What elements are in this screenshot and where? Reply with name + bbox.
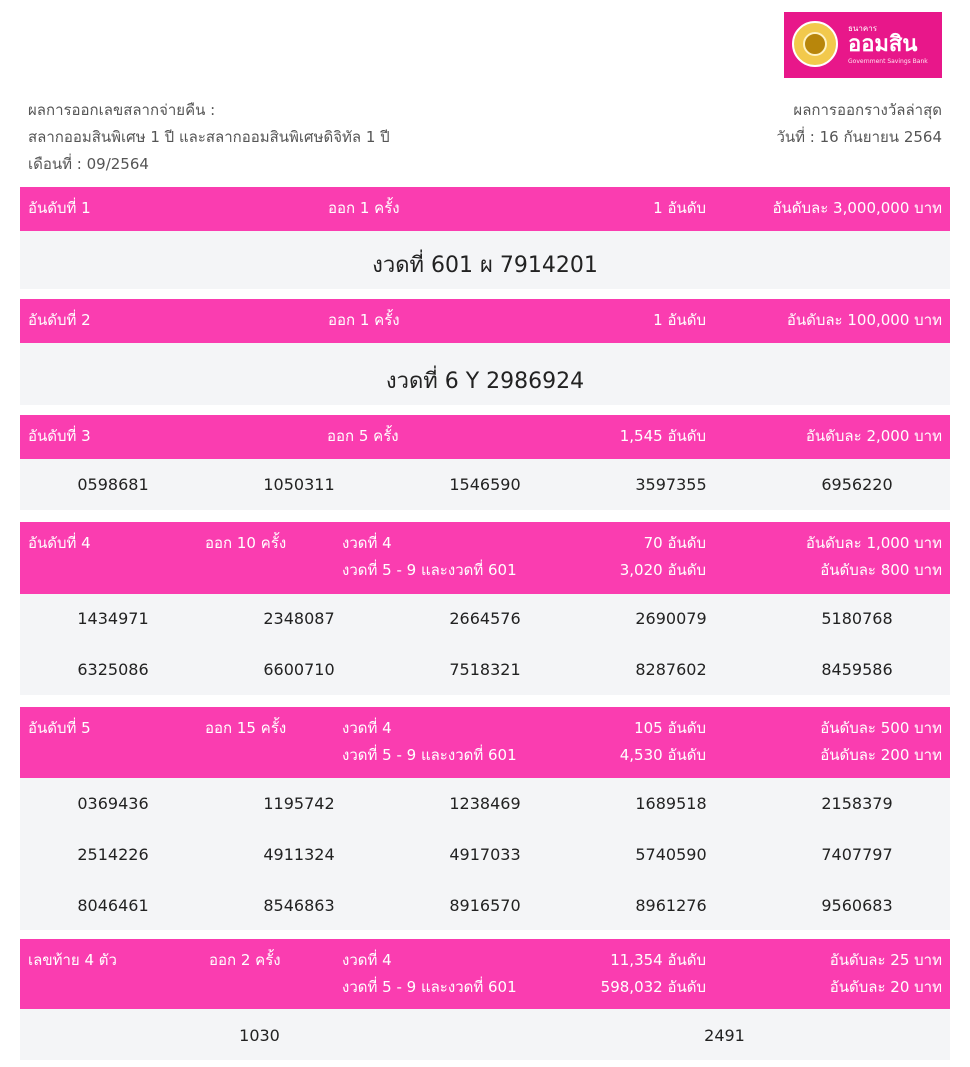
prize4-header	[20, 522, 950, 594]
prize3-count: 1,545 อันดับ	[619, 427, 706, 445]
prize4-number: 2348087	[263, 609, 335, 628]
result-info	[28, 97, 390, 178]
prize5-period1: งวดที่ 4	[342, 719, 392, 737]
prize5-amount2: อันดับละ 200 บาท	[820, 746, 942, 764]
last4-amount2: อันดับละ 20 บาท	[829, 978, 942, 996]
prize3-number: 0598681	[77, 475, 149, 494]
prize4-number: 6600710	[263, 660, 335, 679]
logo-name: ออมสิน	[848, 32, 918, 57]
prize5-number: 9560683	[821, 896, 893, 915]
prize4-count2: 3,020 อันดับ	[619, 561, 706, 579]
result-product: สลากออมสินพิเศษ 1 ปี และสลากออมสินพิเศษดิจิทัล 1 ปี	[28, 128, 390, 146]
logo-small-text: ธนาคาร	[848, 24, 877, 33]
last4-number: 1030	[239, 1026, 280, 1045]
prize1-header	[20, 187, 950, 231]
prize1-count: 1 อันดับ	[653, 199, 706, 217]
last4-period2: งวดที่ 5 - 9 และงวดที่ 601	[342, 978, 517, 996]
prize2-draws: ออก 1 ครั้ง	[328, 311, 400, 329]
prize5-rank: อันดับที่ 5	[28, 719, 91, 737]
prize3-amount: อันดับละ 2,000 บาท	[805, 427, 942, 445]
prize5-number: 8961276	[635, 896, 707, 915]
prize2-amount: อันดับละ 100,000 บาท	[786, 311, 942, 329]
last4-header	[20, 939, 950, 1009]
prize5-amount1: อันดับละ 500 บาท	[820, 719, 942, 737]
prize1-amount: อันดับละ 3,000,000 บาท	[772, 199, 942, 217]
prize5-number: 4917033	[449, 845, 521, 864]
last4-rank: เลขท้าย 4 ตัว	[28, 951, 117, 969]
prize5-count2: 4,530 อันดับ	[619, 746, 706, 764]
last4-amount1: อันดับละ 25 บาท	[829, 951, 942, 969]
prize4-amount2: อันดับละ 800 บาท	[820, 561, 942, 579]
prize3-draws: ออก 5 ครั้ง	[327, 427, 399, 445]
logo-english: Government Savings Bank	[848, 58, 928, 65]
bank-seal-icon	[792, 21, 838, 67]
last4-number: 2491	[704, 1026, 745, 1045]
result-month: เดือนที่ : 09/2564	[28, 155, 149, 173]
result-title: ผลการออกเลขสลากจ่ายคืน :	[28, 101, 216, 119]
prize5-number: 0369436	[77, 794, 149, 813]
prize4-draws: ออก 10 ครั้ง	[205, 534, 287, 552]
prize4-period1: งวดที่ 4	[342, 534, 392, 552]
prize4-number: 7518321	[449, 660, 521, 679]
prize1-number: งวดที่ 601 ผ 7914201	[372, 253, 598, 278]
prize3-header	[20, 415, 950, 459]
prize5-count1: 105 อันดับ	[634, 719, 706, 737]
prize5-draws: ออก 15 ครั้ง	[205, 719, 287, 737]
prize2-count: 1 อันดับ	[653, 311, 706, 329]
prize3-number: 1546590	[449, 475, 521, 494]
prize3-number: 3597355	[635, 475, 707, 494]
prize4-period2: งวดที่ 5 - 9 และงวดที่ 601	[342, 561, 517, 579]
prize5-number: 2158379	[821, 794, 893, 813]
prize4-number: 2664576	[449, 609, 521, 628]
prize5-number: 8546863	[263, 896, 335, 915]
prize5-number: 2514226	[77, 845, 149, 864]
prize5-number: 1689518	[635, 794, 707, 813]
last4-panel	[20, 1009, 950, 1060]
last4-period1: งวดที่ 4	[342, 951, 392, 969]
prize2-header	[20, 299, 950, 343]
prize3-panel	[20, 459, 950, 510]
last4-draws: ออก 2 ครั้ง	[209, 951, 281, 969]
gsb-logo[interactable]	[784, 12, 942, 78]
prize3-rank: อันดับที่ 3	[28, 427, 91, 445]
prize5-number: 8916570	[449, 896, 521, 915]
prize4-panel	[20, 594, 950, 695]
prize4-rank: อันดับที่ 4	[28, 534, 91, 552]
prize2-rank: อันดับที่ 2	[28, 311, 91, 329]
prize5-number: 7407797	[821, 845, 893, 864]
prize4-number: 2690079	[635, 609, 707, 628]
latest-draw-title: ผลการออกรางวัลล่าสุด	[793, 101, 942, 119]
prize5-number: 8046461	[77, 896, 149, 915]
prize4-count1: 70 อันดับ	[643, 534, 706, 552]
prize4-number: 6325086	[77, 660, 149, 679]
prize1-rank: อันดับที่ 1	[28, 199, 91, 217]
prize4-number: 1434971	[77, 609, 149, 628]
prize2-panel	[20, 343, 950, 405]
latest-draw-info	[776, 97, 942, 151]
prize5-number: 1195742	[263, 794, 335, 813]
prize1-panel	[20, 231, 950, 289]
prize5-header	[20, 707, 950, 778]
prize1-draws: ออก 1 ครั้ง	[328, 199, 400, 217]
prize5-number: 1238469	[449, 794, 521, 813]
prize5-number: 4911324	[263, 845, 335, 864]
last4-count1: 11,354 อันดับ	[610, 951, 706, 969]
latest-draw-date: วันที่ : 16 กันยายน 2564	[776, 128, 942, 146]
prize5-panel	[20, 778, 950, 930]
prize4-number: 5180768	[821, 609, 893, 628]
prize3-number: 6956220	[821, 475, 893, 494]
last4-count2: 598,032 อันดับ	[600, 978, 706, 996]
prize2-number: งวดที่ 6 Y 2986924	[385, 369, 585, 394]
prize5-number: 5740590	[635, 845, 707, 864]
prize3-number: 1050311	[263, 475, 335, 494]
prize4-number: 8459586	[821, 660, 893, 679]
prize4-number: 8287602	[635, 660, 707, 679]
prize4-amount1: อันดับละ 1,000 บาท	[805, 534, 942, 552]
prize5-period2: งวดที่ 5 - 9 และงวดที่ 601	[342, 746, 517, 764]
